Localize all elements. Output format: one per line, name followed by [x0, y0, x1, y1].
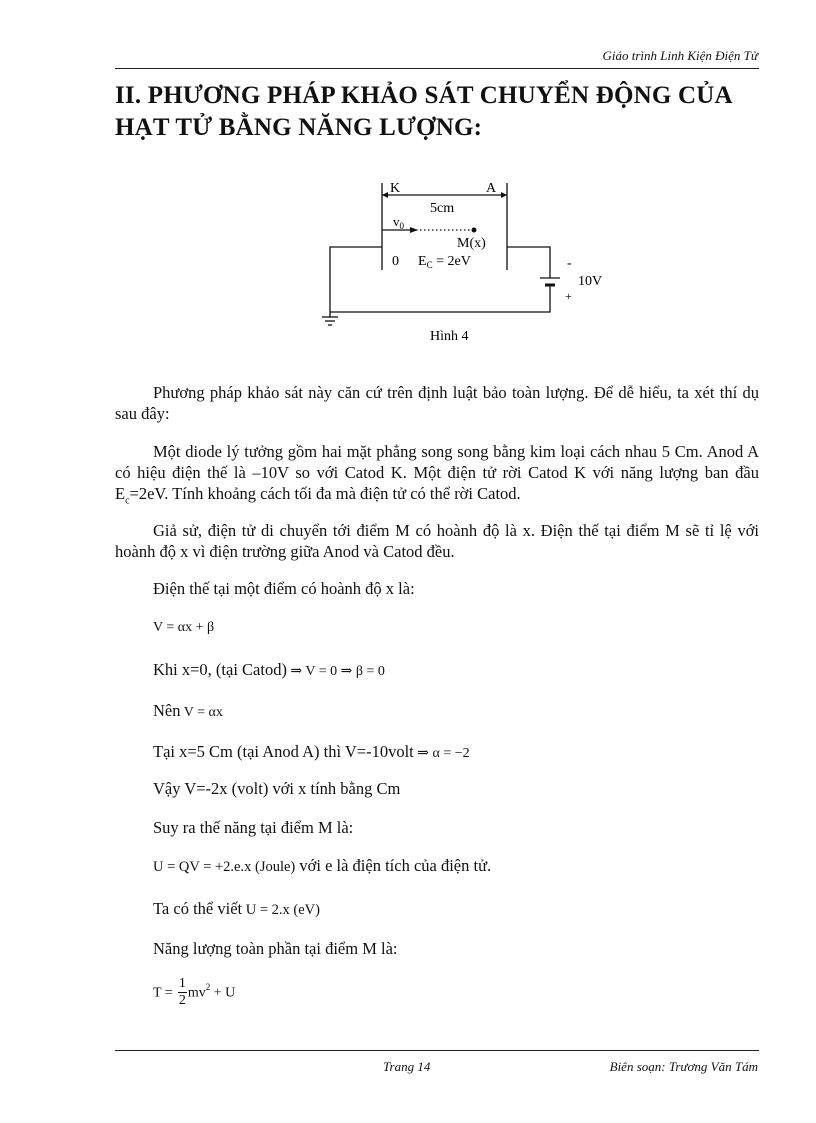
dim-arrow-right	[501, 192, 507, 198]
label-plus: +	[565, 289, 572, 303]
anode-wire	[507, 247, 550, 278]
section-title: II. PHƯƠNG PHÁP KHẢO SÁT CHUYỂN ĐỘNG CỦA HẠT TỬ BẰNG NĂNG LƯỢNG:	[115, 82, 732, 141]
label-a: A	[486, 181, 497, 196]
header-title: Giáo trình Linh Kiện Điện Tử	[602, 48, 758, 63]
label-origin: 0	[392, 254, 399, 269]
line-v-result: Vậy V=-2x (volt) với x tính bằng Cm	[153, 779, 401, 798]
label-velocity: $v_0$	[393, 214, 404, 231]
figure-caption: Hình 4	[430, 329, 469, 344]
diode-circuit-figure	[300, 175, 630, 350]
paragraph-assumption: Giả sử, điện tử di chuyển tới điểm M có hoành độ là x. Điện thế tại điểm M sẽ tỉ lệ với hoành độ x vì điện trường giữa Anod và Catod đều.	[115, 521, 759, 561]
line-v-alpha: Nên V = αx	[153, 701, 223, 720]
line-anode-condition: Tại x=5 Cm (tại Anod A) thì V=-10volt ⇒ α = −2	[153, 742, 470, 761]
paragraph-problem: Một diode lý tưởng gồm hai mặt phẳng song song bằng kim loại cách nhau 5 Cm. Anod A có hiệu điện thế là –10V so với Catod K. Một điện tử rời Catod K với năng lượng ban đầu $E_c=2eV$. Tính khoảng cách tối đa mà điện tử có thể rời Catod.	[115, 442, 759, 507]
line-potential-energy: U = QV = +2.e.x (Joule) với e là điện tích của điện tử.	[153, 856, 492, 875]
label-voltage: 10V	[578, 274, 603, 289]
velocity-arrowhead	[410, 227, 418, 233]
line-potential-energy-intro: Suy ra thế năng tại điểm M là:	[153, 818, 354, 837]
footer-page-number: Trang 14	[383, 1059, 431, 1074]
label-point-m: M(x)	[457, 236, 486, 251]
line-energy-ev: Ta có thể viết U = 2.x (eV)	[153, 899, 320, 918]
label-distance: 5cm	[430, 201, 455, 216]
fraction-half: $\frac{1}{2}$	[178, 976, 186, 1008]
label-minus: -	[567, 256, 572, 271]
label-energy: $E_C = 2eV$	[418, 254, 471, 270]
label-k: K	[390, 181, 401, 196]
point-m	[472, 228, 477, 233]
equation-v-linear: V = αx + β	[153, 620, 215, 635]
cathode-wire	[330, 247, 382, 317]
line-cathode-condition: Khi x=0, (tại Catod) ⇒ V = 0 ⇒ β = 0	[153, 660, 385, 679]
text-potential-intro: Điện thế tại một điểm có hoành độ x là:	[153, 579, 415, 598]
line-total-energy-intro: Năng lượng toàn phần tại điểm M là:	[153, 939, 398, 958]
header-divider	[115, 68, 759, 69]
dim-arrow-left	[382, 192, 388, 198]
footer-author: Biên soạn: Trương Văn Tám	[609, 1059, 758, 1074]
paragraph-intro: Phương pháp khảo sát này căn cứ trên định luật bảo toàn lượng. Để dễ hiểu, ta xét thí dụ sau đây:	[115, 383, 759, 423]
equation-total-energy: T = $\frac{1}{2}$ $mv^2 + U$	[153, 976, 236, 1008]
footer-divider	[115, 1050, 759, 1051]
bottom-wire	[330, 295, 550, 312]
